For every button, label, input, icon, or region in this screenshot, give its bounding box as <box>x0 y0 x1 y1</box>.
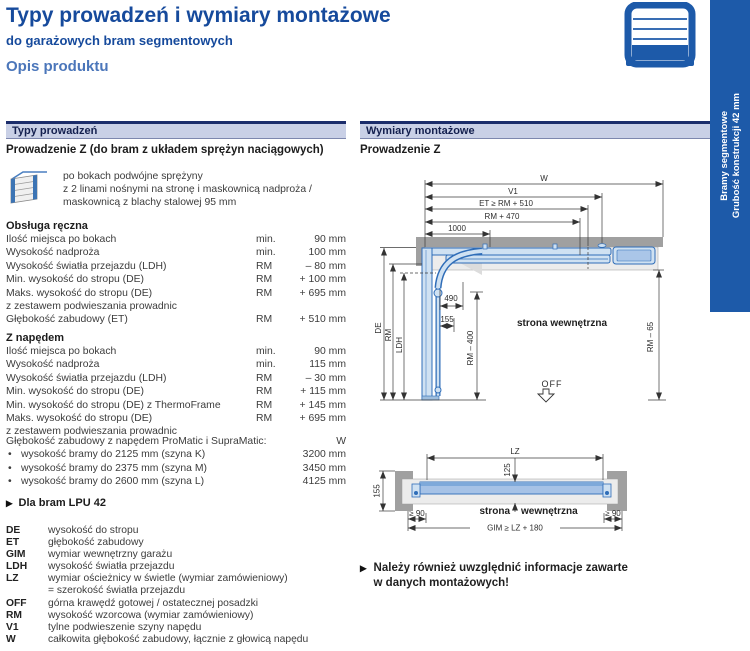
dim-rm400: RM – 400 <box>466 330 475 366</box>
table-row <box>6 273 346 286</box>
spec-label: Ilość miejsca po bokach <box>6 346 117 357</box>
sectional-door-icon <box>624 2 696 73</box>
spec-label: Wysokość nadproża <box>6 247 100 259</box>
manual-spec-table <box>6 233 346 327</box>
legend-row <box>6 525 346 537</box>
legend-row <box>6 622 346 634</box>
dim-1000: 1000 <box>448 224 466 233</box>
spec-ref: min. <box>256 359 276 371</box>
side-section-diagram <box>370 160 682 415</box>
legend-term: W <box>6 633 16 645</box>
right-column <box>360 121 710 651</box>
legend-term: GIM <box>6 549 26 561</box>
edge-tab-line2: Grubość konstrukcji 42 mm <box>730 93 742 219</box>
powered-operation-heading: Z napędem <box>6 332 65 344</box>
spec-ref: RM <box>256 372 273 384</box>
spec-label: Ilość miejsca po bokach <box>6 234 117 245</box>
spec-ref: RM <box>256 413 273 425</box>
manual-operation-heading: Obsługa ręczna <box>6 220 88 232</box>
spec-ref: min. <box>256 346 276 357</box>
dim-de: DE <box>374 322 383 334</box>
spec-label: z zestawem podwieszania prowadnic <box>6 426 177 438</box>
legend-desc: wymiar ościeżnicy w świetle (wymiar zamówieniowy) <box>48 573 288 585</box>
spec-ref: RM <box>256 287 273 299</box>
legend-term: ET <box>6 537 20 549</box>
spec-value: + 115 mm <box>300 386 346 398</box>
abbreviation-legend <box>6 525 346 646</box>
table-row <box>6 313 346 326</box>
spec-ref: RM <box>256 399 273 411</box>
dim-gim: GIM ≥ LZ + 180 <box>487 523 543 533</box>
legend-desc: całkowita głębokość zabudowy, łącznie z głowicą napędu <box>48 633 309 645</box>
bullet <box>6 462 21 475</box>
spec-ref: RM <box>256 260 273 272</box>
lpu-note <box>6 497 106 509</box>
dimension-labels <box>374 174 655 389</box>
spec-ref: RM <box>256 274 273 286</box>
arrow-bullet-icon <box>6 497 13 509</box>
legend-row <box>6 573 346 585</box>
spec-value <box>292 300 346 313</box>
legend-term: V1 <box>6 621 19 633</box>
spec-label: Min. wysokość do stropu (DE) <box>6 386 145 398</box>
depth-row-value: 3450 mm <box>302 462 346 474</box>
spec-label: Wysokość światła przejazdu (LDH) <box>6 372 167 384</box>
spec-value: + 695 mm <box>299 287 346 299</box>
page-title: Typy prowadzeń i wymiary montażowe <box>6 4 391 27</box>
spec-label: z zestawem podwieszania prowadnic <box>6 301 177 313</box>
dim-w: W <box>540 174 548 183</box>
depth-row-value: 4125 mm <box>302 476 346 488</box>
powered-spec-table <box>6 345 346 439</box>
table-row <box>6 260 346 273</box>
spec-label: Maks. wysokość do stropu (DE) <box>6 413 153 425</box>
spring-description-line: maskownicą z blachy stalowej 95 mm <box>63 197 237 208</box>
dim-rm65: RM – 65 <box>646 321 655 353</box>
spec-value: 90 mm <box>314 346 346 357</box>
spec-label: Wysokość nadproża <box>6 359 100 371</box>
spec-ref <box>256 300 292 313</box>
spec-label: Min. wysokość do stropu (DE) z ThermoFrame <box>6 399 221 411</box>
dim-v1: V1 <box>508 187 518 196</box>
spec-value: – 30 mm <box>305 372 346 384</box>
legend-term: LZ <box>6 573 19 585</box>
table-row <box>6 233 346 246</box>
depth-row-value: 3200 mm <box>302 449 346 461</box>
depth-label: Głębokość zabudowy z napędem ProMatic i SupraMatic: <box>6 436 267 447</box>
note-line-2: w danych montażowych! <box>373 577 510 589</box>
dim-490: 490 <box>444 294 458 303</box>
depth-row-label: wysokość bramy do 2375 mm (szyna M) <box>21 462 207 474</box>
dim-ge90-right: ≥ 90 <box>605 509 621 518</box>
legend-row <box>6 634 346 646</box>
left-column <box>6 121 346 651</box>
table-row <box>6 372 346 385</box>
spec-value: + 695 mm <box>299 413 346 425</box>
section-header-mounting-dimensions: Wymiary montażowe <box>360 121 710 139</box>
table-row <box>6 358 346 371</box>
spec-label: Głębokość zabudowy (ET) <box>6 314 128 326</box>
mounting-data-note-text <box>374 561 628 591</box>
table-row <box>6 448 346 461</box>
spec-value: – 80 mm <box>305 260 346 272</box>
spec-value: + 145 mm <box>299 399 346 411</box>
legend-term: DE <box>6 525 21 536</box>
legend-row <box>6 549 346 561</box>
table-row <box>6 287 346 300</box>
interior-side-label-b: wewnętrzna <box>521 506 578 517</box>
legend-row <box>6 561 346 573</box>
bullet <box>6 448 21 461</box>
legend-term: LDH <box>6 561 28 573</box>
note-line-1: Należy również uwzględnić informacje zawarte <box>373 562 628 574</box>
legend-desc: głębokość zabudowy <box>48 537 144 549</box>
spring-description <box>63 167 312 210</box>
table-row <box>6 475 346 488</box>
lpu-note-text: Dla bram LPU 42 <box>18 497 106 509</box>
table-row <box>6 399 346 412</box>
spec-value: + 510 mm <box>299 314 346 326</box>
legend-desc: = szerokość światła przejazdu <box>48 585 186 597</box>
dim-155: 155 <box>372 484 382 498</box>
track-type-heading: Prowadzenie Z (do bram z układem sprężyn naciągowych) <box>6 144 324 156</box>
dim-rm470: RM + 470 <box>484 212 520 221</box>
edge-tab <box>710 0 750 312</box>
dim-ge90-left: ≥ 90 <box>409 509 425 518</box>
depth-col: W <box>336 436 346 447</box>
dim-rm: RM <box>384 328 393 342</box>
spec-ref: RM <box>256 386 273 398</box>
legend-term: OFF <box>6 597 27 609</box>
page-subtitle: do garażowych bram segmentowych <box>6 33 233 48</box>
legend-desc: wysokość wzorcowa (wymiar zamówieniowy) <box>48 609 254 621</box>
table-header-row <box>6 435 346 448</box>
plan-section-diagram <box>372 432 654 541</box>
drive-depth-table <box>6 435 346 489</box>
off-label: OFF <box>541 379 563 389</box>
spec-ref: min. <box>256 247 276 259</box>
legend-row <box>6 610 346 622</box>
dim-125: 125 <box>503 463 512 477</box>
spring-description-line: po bokach podwójne sprężyny <box>63 171 203 182</box>
mounting-data-note <box>360 561 628 591</box>
interior-side-label: strona wewnętrzna <box>516 318 608 329</box>
dim-lz: LZ <box>510 447 520 456</box>
interior-side-label-a: strona <box>479 506 510 517</box>
table-row <box>6 300 346 313</box>
legend-desc: tylne podwieszenie szyny napędu <box>48 621 202 633</box>
legend-term <box>6 585 48 597</box>
spring-description-line: z 2 linami nośnymi na stronę i maskownicą nadproża / <box>63 184 312 195</box>
arrow-bullet-icon <box>360 561 367 591</box>
spec-value: + 100 mm <box>299 274 346 286</box>
spec-value: 90 mm <box>314 234 346 245</box>
spec-label: Wysokość światła przejazdu (LDH) <box>6 260 167 272</box>
dim-et: ET ≥ RM + 510 <box>479 199 533 208</box>
section-header-track-types: Typy prowadzeń <box>6 121 346 139</box>
spec-ref: RM <box>256 314 273 326</box>
table-row <box>6 385 346 398</box>
legend-row <box>6 537 346 549</box>
legend-desc: górna krawędź gotowej / ostatecznej posadzki <box>48 597 259 609</box>
table-row <box>6 246 346 259</box>
door-panel-thumbnail-icon <box>8 167 50 210</box>
legend-desc: wysokość światła przejazdu <box>48 561 175 573</box>
legend-term: RM <box>6 609 23 621</box>
legend-desc: wysokość do stropu <box>48 525 139 536</box>
spec-value: 100 mm <box>308 247 346 259</box>
dim-ldh: LDH <box>395 336 404 354</box>
table-row <box>6 462 346 475</box>
legend-row <box>6 585 346 597</box>
depth-row-label: wysokość bramy do 2125 mm (szyna K) <box>21 449 206 461</box>
dim-155: 155 <box>440 315 454 324</box>
spring-info-row <box>8 167 312 210</box>
legend-desc: wymiar wewnętrzny garażu <box>48 549 173 561</box>
table-row <box>6 412 346 425</box>
legend-row <box>6 598 346 610</box>
depth-row-label: wysokość bramy do 2600 mm (szyna L) <box>21 476 205 488</box>
spec-value: 115 mm <box>309 359 346 371</box>
mounting-heading: Prowadzenie Z <box>360 144 441 156</box>
edge-tab-line1: Bramy segmentowe <box>718 111 730 201</box>
spec-label: Maks. wysokość do stropu (DE) <box>6 287 153 299</box>
spec-label: Min. wysokość do stropu (DE) <box>6 274 145 286</box>
spec-ref: min. <box>256 234 276 245</box>
table-row <box>6 345 346 358</box>
section-title: Opis produktu <box>6 58 109 75</box>
bullet <box>6 475 21 488</box>
